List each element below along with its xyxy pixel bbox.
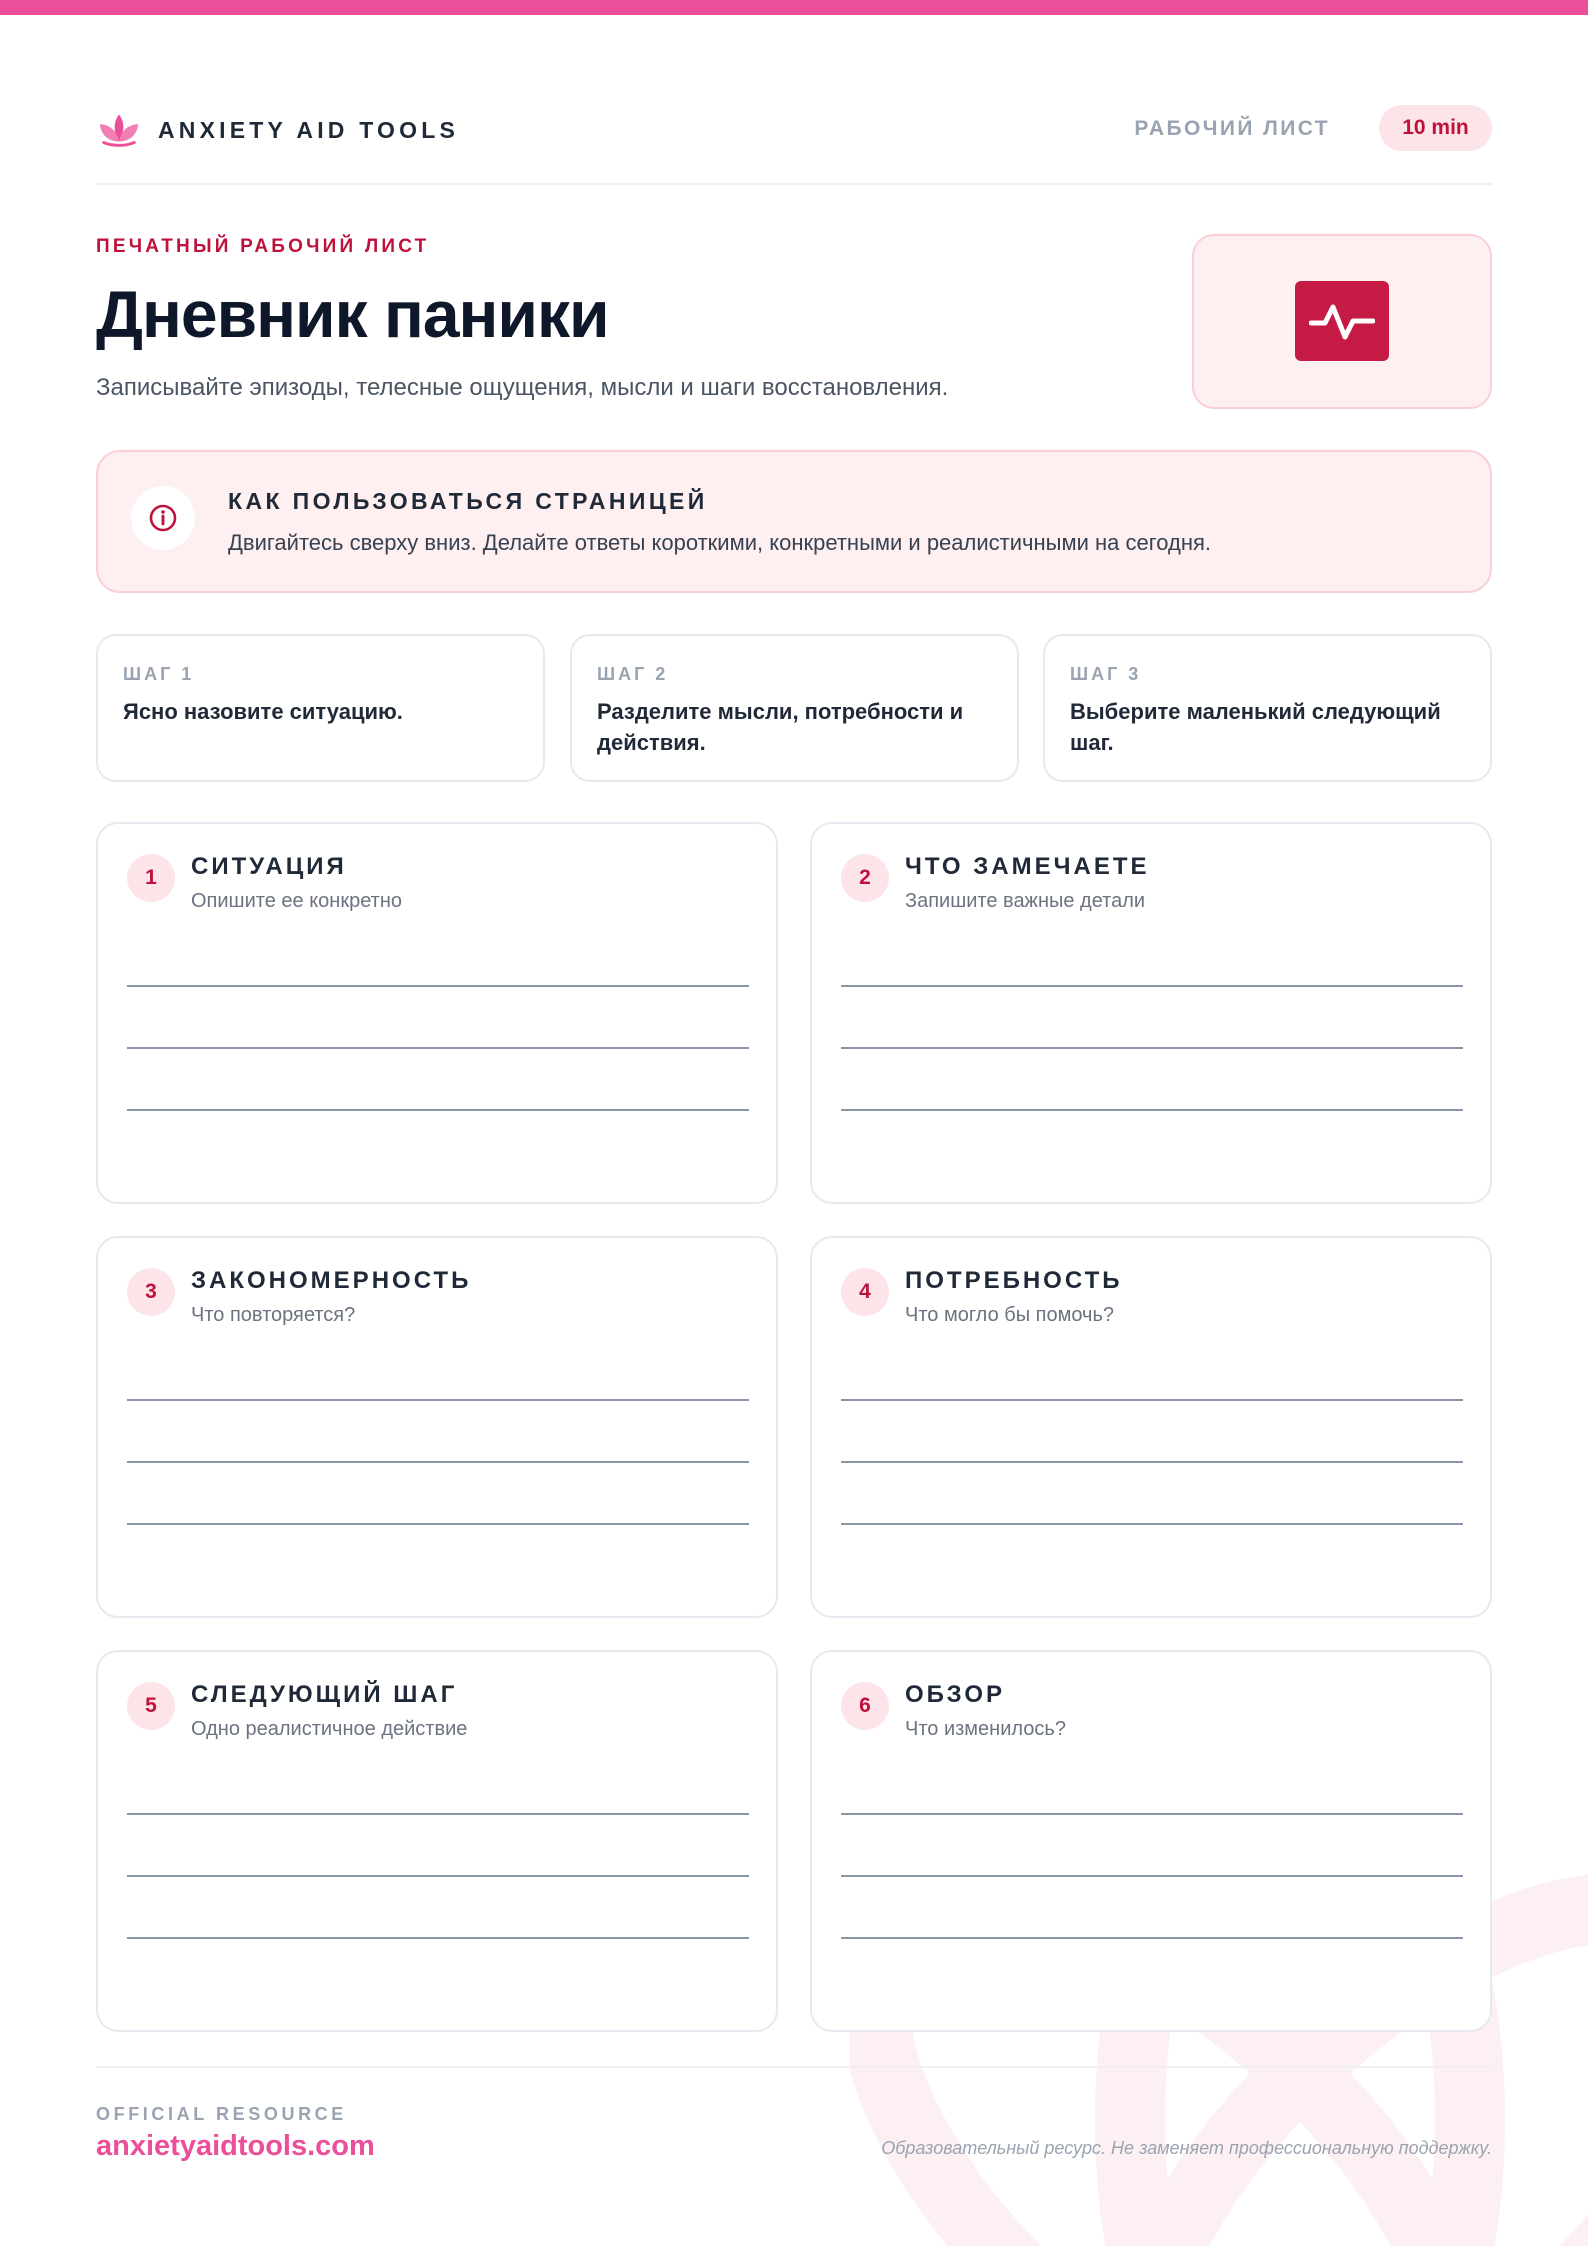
section-noticing <box>810 822 1492 1204</box>
writing-line[interactable] <box>841 985 1463 987</box>
brand-name: ANXIETY AID TOOLS <box>158 116 460 143</box>
page-header <box>96 103 1492 185</box>
section-number: 4 <box>841 1268 889 1316</box>
section-pattern <box>96 1236 778 1618</box>
section-subtitle: Что могло бы помочь? <box>905 1304 1114 1326</box>
section-number: 3 <box>127 1268 175 1316</box>
section-title: ОБЗОР <box>905 1681 1005 1708</box>
hero-icon-card <box>1192 234 1492 409</box>
section-number: 5 <box>127 1682 175 1730</box>
writing-line[interactable] <box>841 1523 1463 1525</box>
eyebrow-label: ПЕЧАТНЫЙ РАБОЧИЙ ЛИСТ <box>96 236 430 257</box>
page-subtitle: Записывайте эпизоды, телесные ощущения, мысли и шаги восстановления. <box>96 374 949 401</box>
how-to-text: Двигайтесь сверху вниз. Делайте ответы короткими, конкретными и реалистичными на сегодня. <box>228 530 1212 555</box>
section-title: СИТУАЦИЯ <box>191 853 347 880</box>
writing-line[interactable] <box>127 985 749 987</box>
section-next-step <box>96 1650 778 2032</box>
section-title: СЛЕДУЮЩИЙ ШАГ <box>191 1681 458 1708</box>
step-label: ШАГ 2 <box>597 664 669 684</box>
writing-line[interactable] <box>127 1937 749 1939</box>
section-number: 6 <box>841 1682 889 1730</box>
writing-line[interactable] <box>841 1875 1463 1877</box>
pulse-icon <box>1309 295 1375 347</box>
brand[interactable] <box>96 107 459 153</box>
lotus-icon <box>96 107 142 153</box>
writing-line[interactable] <box>841 1399 1463 1401</box>
section-title: ПОТРЕБНОСТЬ <box>905 1267 1123 1294</box>
step-label: ШАГ 3 <box>1070 664 1142 684</box>
step-text: Разделите мысли, потребности и действия. <box>597 699 964 755</box>
section-review <box>810 1650 1492 2032</box>
step-text: Выберите маленький следующий шаг. <box>1070 699 1441 755</box>
step-text: Ясно назовите ситуацию. <box>123 699 403 724</box>
info-icon <box>148 503 178 533</box>
section-need <box>810 1236 1492 1618</box>
writing-line[interactable] <box>127 1109 749 1111</box>
step-card-2 <box>570 634 1019 782</box>
writing-line[interactable] <box>841 1937 1463 1939</box>
page-title: Дневник паники <box>96 277 609 351</box>
website-link[interactable]: anxietyaidtools.com <box>96 2130 375 2162</box>
footer-divider <box>96 2066 1492 2068</box>
step-card-3 <box>1043 634 1492 782</box>
writing-line[interactable] <box>127 1461 749 1463</box>
writing-line[interactable] <box>127 1399 749 1401</box>
writing-line[interactable] <box>127 1813 749 1815</box>
writing-line[interactable] <box>841 1461 1463 1463</box>
worksheet-page <box>96 0 1492 2246</box>
writing-line[interactable] <box>127 1875 749 1877</box>
step-label: ШАГ 1 <box>123 664 195 684</box>
section-title: ЗАКОНОМЕРНОСТЬ <box>191 1267 472 1294</box>
writing-line[interactable] <box>841 1047 1463 1049</box>
info-icon-circle <box>131 486 195 550</box>
section-subtitle: Одно реалистичное действие <box>191 1718 468 1740</box>
worksheet-label: РАБОЧИЙ ЛИСТ <box>1134 117 1330 140</box>
section-number: 1 <box>127 854 175 902</box>
how-to-use-callout <box>96 450 1492 593</box>
section-subtitle: Что изменилось? <box>905 1718 1066 1740</box>
disclaimer-text: Образовательный ресурс. Не заменяет профессиональную поддержку. <box>881 2138 1492 2158</box>
writing-line[interactable] <box>127 1047 749 1049</box>
step-card-1 <box>96 634 545 782</box>
section-subtitle: Что повторяется? <box>191 1304 356 1326</box>
writing-line[interactable] <box>841 1813 1463 1815</box>
section-subtitle: Запишите важные детали <box>905 890 1146 912</box>
section-title: ЧТО ЗАМЕЧАЕТЕ <box>905 853 1150 880</box>
section-situation <box>96 822 778 1204</box>
section-subtitle: Опишите ее конкретно <box>191 890 402 912</box>
pulse-icon-tile <box>1295 281 1389 361</box>
official-resource-label: OFFICIAL RESOURCE <box>96 2104 347 2124</box>
section-number: 2 <box>841 854 889 902</box>
writing-line[interactable] <box>841 1109 1463 1111</box>
writing-line[interactable] <box>127 1523 749 1525</box>
how-to-title: КАК ПОЛЬЗОВАТЬСЯ СТРАНИЦЕЙ <box>228 488 708 514</box>
time-badge: 10 min <box>1379 105 1492 151</box>
